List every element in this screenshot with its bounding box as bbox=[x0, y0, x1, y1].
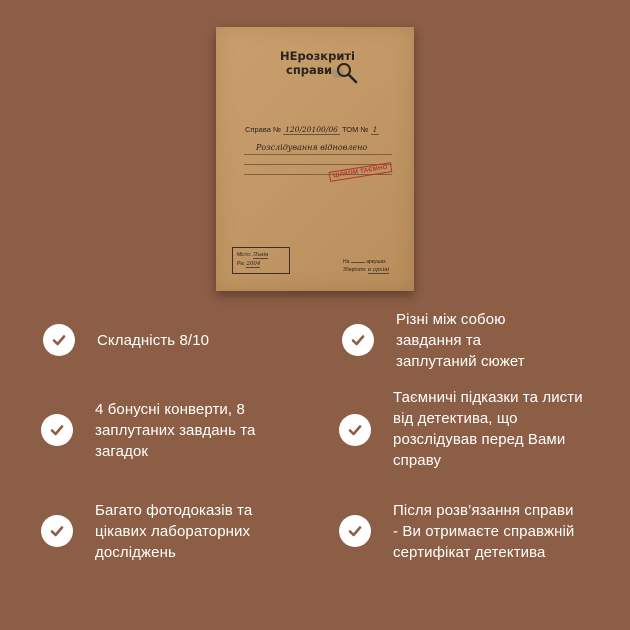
feature-line: Таємничі підказки та листи bbox=[393, 389, 583, 406]
feature-text bbox=[95, 500, 252, 563]
logo-text-line2: справи bbox=[286, 63, 333, 77]
feature-text bbox=[95, 399, 256, 462]
feature-line: від детектива, що bbox=[393, 410, 518, 427]
feature-text bbox=[97, 330, 209, 351]
check-icon bbox=[339, 515, 371, 547]
feature-line: Різні між собою bbox=[396, 311, 506, 328]
check-icon bbox=[339, 414, 371, 446]
city-value: Львів bbox=[252, 252, 269, 258]
feature-line: заплутаних завдань та bbox=[95, 422, 256, 439]
city-label: Місто: bbox=[237, 252, 252, 258]
check-icon bbox=[43, 324, 75, 356]
year-value: 2004 bbox=[246, 261, 261, 267]
feature-line: загадок bbox=[95, 443, 149, 460]
stored-row bbox=[343, 267, 389, 273]
year-row bbox=[237, 261, 260, 267]
case-folder-image bbox=[216, 27, 414, 291]
city-row bbox=[237, 252, 268, 258]
magnifier-icon bbox=[332, 61, 358, 85]
sheets-blank bbox=[351, 262, 365, 263]
feature-line: сертифікат детектива bbox=[393, 544, 546, 561]
case-label: Справа № bbox=[245, 125, 282, 134]
logo-text-line1: НЕрозкриті bbox=[280, 49, 355, 63]
check-icon bbox=[41, 515, 73, 547]
brand-logo bbox=[280, 49, 370, 93]
case-number-row bbox=[245, 125, 379, 134]
year-label: Рік: bbox=[237, 261, 246, 267]
feature-line: досліджень bbox=[95, 544, 176, 561]
feature-text bbox=[396, 309, 525, 372]
feature-line: - Ви отримаєте справжній bbox=[393, 523, 575, 540]
feature-line: розслідував перед Вами bbox=[393, 431, 566, 448]
volume-number: 1 bbox=[372, 125, 378, 134]
feature-line: справу bbox=[393, 452, 442, 469]
city-year-box bbox=[232, 247, 290, 274]
feature-line: Складність 8/10 bbox=[97, 332, 210, 349]
check-icon bbox=[342, 324, 374, 356]
form-line bbox=[244, 154, 392, 155]
check-icon bbox=[41, 414, 73, 446]
feature-text bbox=[393, 387, 583, 471]
feature-line: цікавих лабораторних bbox=[95, 523, 251, 540]
sheets-row bbox=[343, 259, 386, 265]
case-description: Розслідування відновлено bbox=[256, 143, 368, 152]
feature-line: завдання та bbox=[396, 332, 482, 349]
stored-value: в архіві bbox=[367, 267, 390, 273]
secret-stamp: ЦІЛКОМ ТАЄМНО bbox=[329, 162, 393, 182]
feature-line: 4 бонусні конверти, 8 bbox=[95, 401, 245, 418]
feature-text bbox=[393, 500, 574, 563]
feature-line: заплутаний сюжет bbox=[396, 353, 525, 370]
case-number: 120/20100/06 bbox=[285, 125, 338, 134]
sheets-label-post: аркушах bbox=[366, 259, 386, 265]
sheets-label-pre: На bbox=[343, 259, 350, 265]
volume-label: ТОМ № bbox=[342, 125, 369, 134]
feature-line: Багато фотодоказів та bbox=[95, 502, 253, 519]
feature-line: Після розв’язання справи bbox=[393, 502, 574, 519]
stored-label: Зберігати: bbox=[343, 267, 367, 273]
